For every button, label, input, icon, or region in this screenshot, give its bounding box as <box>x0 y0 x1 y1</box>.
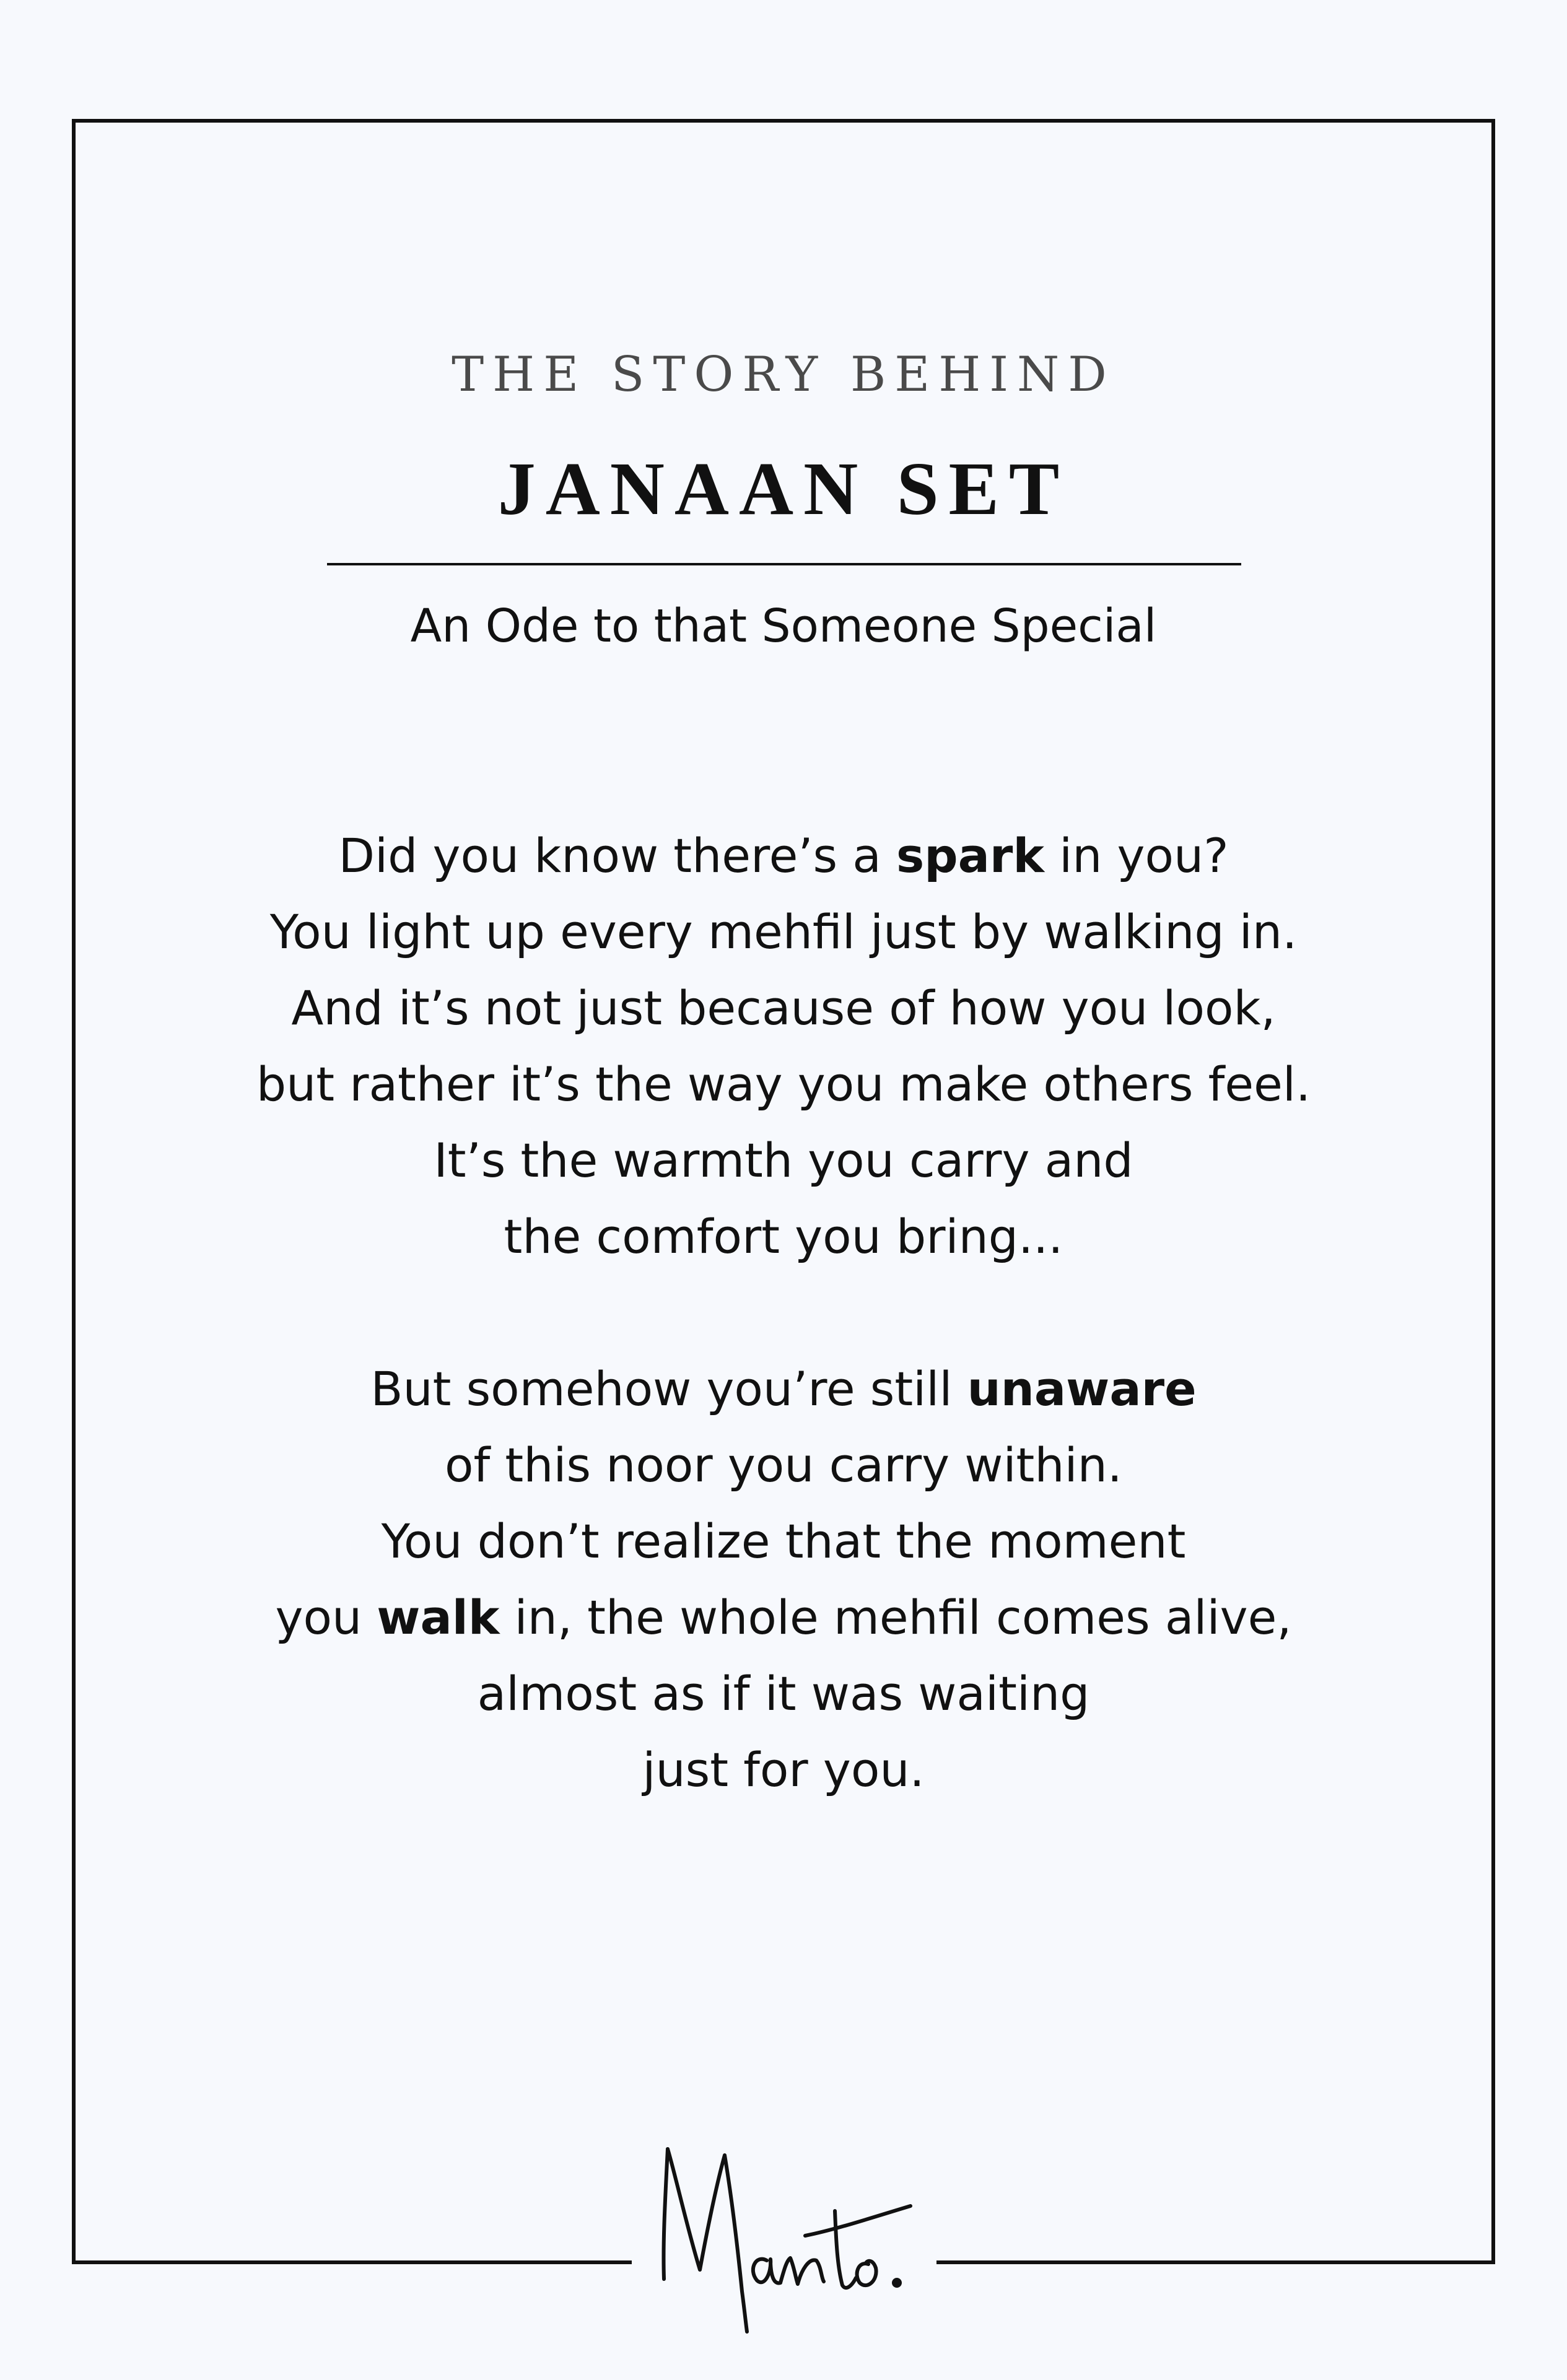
stanza-break <box>0 1275 1567 1351</box>
poem-text: you <box>275 1590 377 1645</box>
eyebrow-heading: THE STORY BEHIND <box>452 347 1115 403</box>
poem-line: just for you. <box>642 1742 925 1797</box>
poem-line <box>0 1351 1567 1427</box>
poem-line: the comfort you bring... <box>504 1209 1063 1264</box>
poem-line: It’s the warmth you carry and <box>434 1133 1133 1188</box>
title-divider <box>327 563 1241 565</box>
poem-line <box>0 817 1567 894</box>
poem-emphasis: walk <box>377 1590 500 1645</box>
poem-text: in, the whole mehfil comes alive, <box>499 1590 1292 1645</box>
poem-line: You don’t realize that the moment <box>381 1514 1186 1569</box>
poem-line: of this noor you carry within. <box>445 1437 1122 1493</box>
poem-emphasis: unaware <box>967 1361 1197 1416</box>
poem-text: in you? <box>1044 828 1229 883</box>
poem-line: And it’s not just because of how you look, <box>291 980 1276 1035</box>
poem-line: almost as if it was waiting <box>477 1666 1090 1721</box>
page-title: JANAAN SET <box>497 447 1070 531</box>
poem-text: But somehow you’re still <box>370 1361 967 1416</box>
poem-text: Did you know there’s a <box>338 828 896 883</box>
poem-line: You light up every mehfil just by walking in. <box>269 904 1298 959</box>
page-subtitle: An Ode to that Someone Special <box>410 599 1157 653</box>
poem-emphasis: spark <box>896 828 1044 883</box>
poem <box>0 817 1567 1808</box>
poem-line: but rather it’s the way you make others feel. <box>256 1057 1311 1112</box>
manto-logo <box>638 2137 929 2335</box>
poem-line <box>0 1579 1567 1655</box>
